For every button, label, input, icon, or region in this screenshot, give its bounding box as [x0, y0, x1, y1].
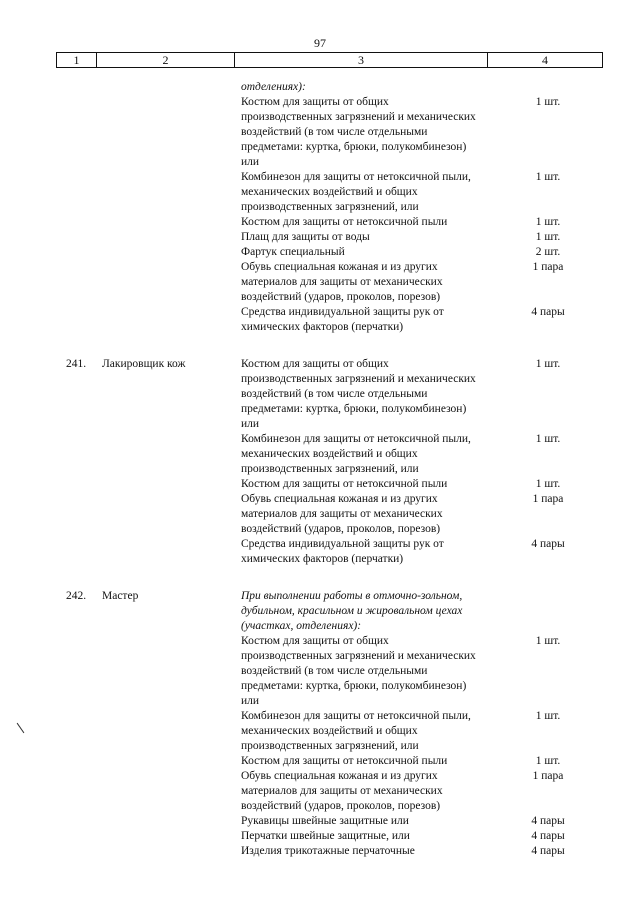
item-text: Комбинезон для защиты от нетоксичной пыли, механических воздействий и общих производственных загрязнений, или: [241, 433, 471, 475]
item-section-heading: При выполнении работы в отмочно-зольном, дубильном, красильном и жировальном цехах (участках, отделениях):: [241, 590, 463, 632]
item-quantity: 1 шт.: [535, 171, 561, 183]
item-quantity: 4 пары: [531, 815, 565, 827]
item-text: Обувь специальная кожаная и из других материалов для защиты от механических воздействий (ударов, проколов, порезов): [241, 493, 443, 535]
item-text: Костюм для защиты от нетоксичной пыли: [241, 755, 448, 767]
entry-row: [0, 95, 640, 170]
item-text: Средства индивидуальной защиты рук от химических факторов (перчатки): [241, 538, 444, 565]
entry-row: [0, 537, 640, 567]
item-text: Изделия трикотажные перчаточные: [241, 845, 415, 857]
item-text: Комбинезон для защиты от нетоксичной пыли, механических воздействий и общих производственных загрязнений, или: [241, 710, 471, 752]
item-quantity: 1 шт.: [535, 433, 561, 445]
entry-row: [0, 170, 640, 215]
item-text: Средства индивидуальной защиты рук от химических факторов (перчатки): [241, 306, 444, 333]
item-text: Фартук специальный: [241, 246, 345, 258]
item-quantity: 1 шт.: [535, 710, 561, 722]
item-text: Плащ для защиты от воды: [241, 231, 370, 243]
item-quantity: 1 пара: [532, 493, 564, 505]
item-quantity: 1 шт.: [535, 216, 561, 228]
entry-row: [0, 432, 640, 477]
item-text: отделениях):: [241, 81, 306, 93]
item-quantity: 1 шт.: [535, 231, 561, 243]
item-text: Костюм для защиты от нетоксичной пыли: [241, 216, 448, 228]
item-quantity: 1 пара: [532, 261, 564, 273]
entry-row: [0, 814, 640, 829]
entry-row: [0, 305, 640, 335]
entry-row: [0, 589, 640, 634]
item-text: Комбинезон для защиты от нетоксичной пыли, механических воздействий и общих производственных загрязнений, или: [241, 171, 471, 213]
entry-row: [0, 260, 640, 305]
item-quantity: 1 шт.: [535, 478, 561, 490]
entry-row: [0, 245, 640, 260]
column-header-1: 1: [57, 53, 97, 68]
entry-row: [0, 769, 640, 814]
entry-number: 242.: [66, 590, 87, 602]
entry-row: [0, 492, 640, 537]
item-quantity: 4 пары: [531, 845, 565, 857]
column-header-4: 4: [488, 53, 603, 68]
entry-row: [0, 80, 640, 95]
item-quantity: 1 шт.: [535, 96, 561, 108]
entry-241: [0, 357, 640, 567]
item-quantity: 1 шт.: [535, 755, 561, 767]
item-quantity: 1 шт.: [535, 358, 561, 370]
item-text: Костюм для защиты от общих производственных загрязнений и механических воздействий (в том числе отдельными предметами: куртка, брюки, полукомбинезон) или: [241, 358, 476, 430]
entry-row: [0, 634, 640, 709]
entry-row: [0, 215, 640, 230]
entry-242: [0, 589, 640, 859]
entry-number: 241.: [66, 358, 87, 370]
item-text: Костюм для защиты от общих производственных загрязнений и механических воздействий (в том числе отдельными предметами: куртка, брюки, полукомбинезон) или: [241, 96, 476, 168]
item-text: Рукавицы швейные защитные или: [241, 815, 409, 827]
item-quantity: 1 пара: [532, 770, 564, 782]
item-text: Костюм для защиты от общих производственных загрязнений и механических воздействий (в том числе отдельными предметами: куртка, брюки, полукомбинезон) или: [241, 635, 476, 707]
entry-row: [0, 829, 640, 844]
entry-row: [0, 357, 640, 432]
entry-continuation: [0, 80, 640, 335]
entry-row: [0, 477, 640, 492]
entry-row: [0, 754, 640, 769]
item-quantity: 2 шт.: [535, 246, 561, 258]
item-quantity: 1 шт.: [535, 635, 561, 647]
column-header-table: [56, 52, 603, 68]
page-number: 97: [314, 36, 326, 50]
entry-profession: Лакировщик кож: [102, 358, 186, 370]
column-header-2: 2: [97, 53, 235, 68]
item-text: Перчатки швейные защитные, или: [241, 830, 410, 842]
entry-row: [0, 844, 640, 859]
item-quantity: 4 пары: [531, 306, 565, 318]
item-text: Обувь специальная кожаная и из других материалов для защиты от механических воздействий (ударов, проколов, порезов): [241, 770, 443, 812]
item-text: Костюм для защиты от нетоксичной пыли: [241, 478, 448, 490]
entry-row: [0, 709, 640, 754]
entry-row: [0, 230, 640, 245]
item-quantity: 4 пары: [531, 830, 565, 842]
entries-list: [0, 80, 640, 859]
column-header-3: 3: [235, 53, 488, 68]
item-quantity: 4 пары: [531, 538, 565, 550]
entry-profession: Мастер: [102, 590, 139, 602]
item-text: Обувь специальная кожаная и из других материалов для защиты от механических воздействий (ударов, проколов, порезов): [241, 261, 443, 303]
